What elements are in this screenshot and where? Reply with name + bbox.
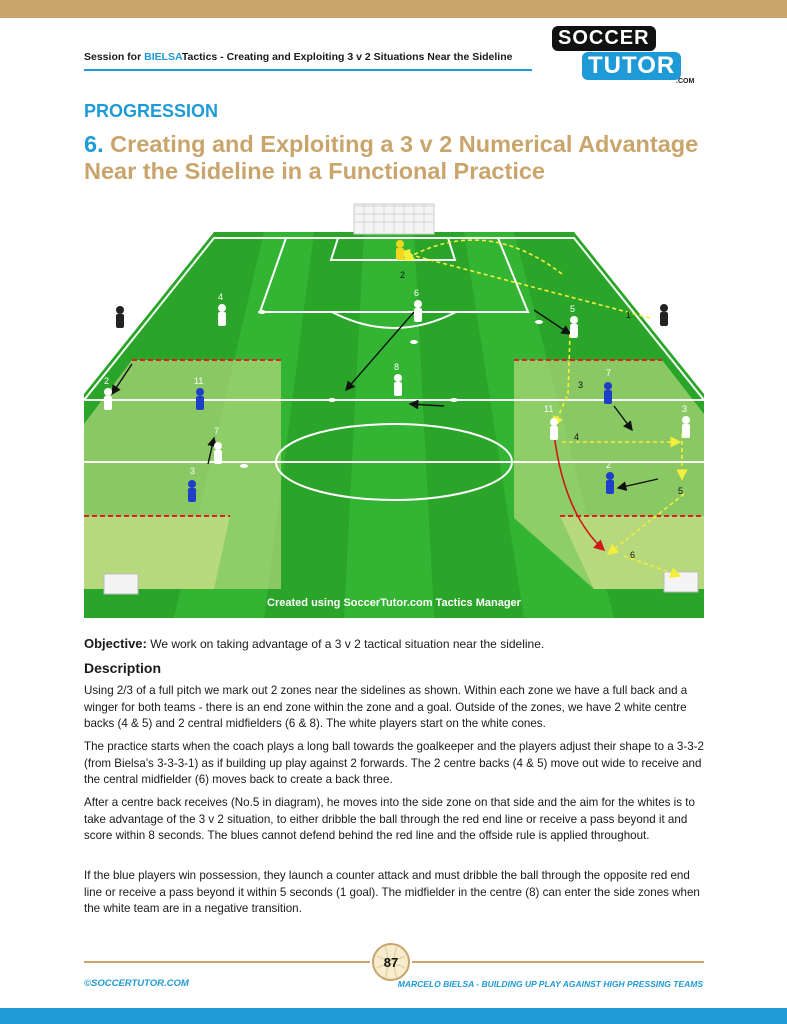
header-rule — [84, 69, 532, 71]
white-player-4 — [218, 304, 226, 326]
footer-rule-left — [84, 961, 370, 963]
description-paragraph: Using 2/3 of a full pitch we mark out 2 zones near the sidelines as shown. Within each zone we have a full back and a winger for both teams - there is an end zone within the zone and a goal. Outside of the zones, we have 2 white centre backs (4 & 5) and 2 central midfielders (6 & 8). The white players start on the white cones. — [84, 684, 688, 731]
description-paragraph: If the blue players win possession, they launch a counter attack and must dribble the ball through the opposite red end line or receive a pass beyond it within 5 seconds (1 goal). The midfielder in the centre (8) can enter the side zones when the white team are in a negative transition. — [84, 869, 700, 916]
label-gk2: 2 — [400, 270, 406, 280]
footer-book-title: MARCELO BIELSA - BUILDING UP PLAY AGAINST HIGH PRESSING TEAMS — [397, 979, 703, 989]
label-w8: 8 — [394, 362, 400, 372]
logo-soccer-text: SOCCER — [552, 26, 656, 51]
label-lb11: 11 — [194, 376, 204, 386]
logo-domain-text: .COM — [676, 78, 695, 85]
objective-text: We work on taking advantage of a 3 v 2 tactical situation near the sideline. — [150, 637, 545, 651]
goal-top — [354, 204, 434, 234]
logo-tutor-text: TUTOR — [582, 52, 681, 80]
description-paragraph: After a centre back receives (No.5 in diagram), he moves into the side zone on that side and the aim for the whites is to take advantage of the 3 v 2 situation, to either dribble the ball through the red end line or receive a pass beyond it and score within 8 seconds. The blues cannot defend behind the red line and the offside rule is applied throughout. — [84, 796, 695, 843]
title-text: Creating and Exploiting a 3 v 2 Numerical Advantage Near the Sideline in a Functional Practice — [84, 131, 699, 184]
label-seq6: 6 — [630, 550, 636, 560]
label-rb2: 2 — [606, 460, 612, 470]
blue-player-right-7 — [604, 382, 612, 404]
label-w4: 4 — [218, 292, 224, 302]
goalkeeper-player — [396, 240, 404, 260]
blue-player-right-2 — [606, 472, 614, 494]
label-lw7: 7 — [214, 426, 220, 436]
label-rw11: 11 — [544, 404, 554, 414]
running-header — [84, 51, 512, 63]
label-seq4: 4 — [574, 432, 580, 442]
white-player-left-2 — [104, 388, 112, 410]
section-label: PROGRESSION — [84, 101, 219, 121]
label-lb3: 3 — [190, 466, 196, 476]
label-w5: 5 — [570, 304, 576, 314]
label-coach-right: C — [660, 290, 667, 300]
objective — [84, 636, 544, 651]
description-heading: Description — [84, 660, 162, 676]
page-title — [84, 131, 724, 185]
mini-goal-right — [664, 572, 698, 592]
bottom-accent-bar — [0, 1008, 787, 1024]
label-rb7: 7 — [606, 368, 612, 378]
page-number: 87 — [383, 955, 399, 970]
coach-left-player — [116, 306, 124, 328]
top-accent-bar — [0, 0, 787, 18]
coach-right-player — [660, 304, 668, 326]
label-rw3: 3 — [682, 404, 688, 414]
white-player-6 — [414, 300, 422, 322]
label-coach-left: C — [114, 294, 121, 304]
label-seq1: 1 — [626, 310, 632, 320]
footer-rule-right — [412, 961, 704, 963]
label-seq5: 5 — [678, 486, 684, 496]
white-player-8 — [394, 374, 402, 396]
tactics-diagram — [84, 194, 704, 618]
white-player-right-3 — [682, 416, 690, 438]
session-highlight: BIELSA — [144, 51, 182, 63]
footer-copyright: ©SOCCERTUTOR.COM — [84, 978, 189, 989]
blue-player-left-3 — [188, 480, 196, 502]
label-lw2: 2 — [104, 376, 110, 386]
soccertutor-logo — [548, 24, 708, 86]
objective-label: Objective: — [84, 636, 147, 651]
session-rest: Tactics - Creating and Exploiting 3 v 2 Situations Near the Sideline — [181, 51, 513, 63]
label-seq3: 3 — [578, 380, 584, 390]
diagram-caption: Created using SoccerTutor.com Tactics Manager — [267, 597, 521, 609]
title-number: 6. — [84, 131, 104, 157]
label-w6: 6 — [414, 288, 420, 298]
white-player-5 — [570, 316, 578, 338]
session-prefix: Session for — [84, 51, 142, 63]
white-player-left-7 — [214, 442, 222, 464]
white-player-right-11 — [550, 418, 558, 440]
description-paragraph: The practice starts when the coach plays a long ball towards the goalkeeper and the players adjust their shape to a 3-3-2 (from Bielsa's 3-3-3-1) as if building up play against 2 forwards. The 2 centre backs (4 & 5) move out wide to receive and the central midfielder (6) moves back to create a back three. — [84, 740, 704, 787]
mini-goal-left — [104, 574, 138, 594]
blue-player-left-11 — [196, 388, 204, 410]
